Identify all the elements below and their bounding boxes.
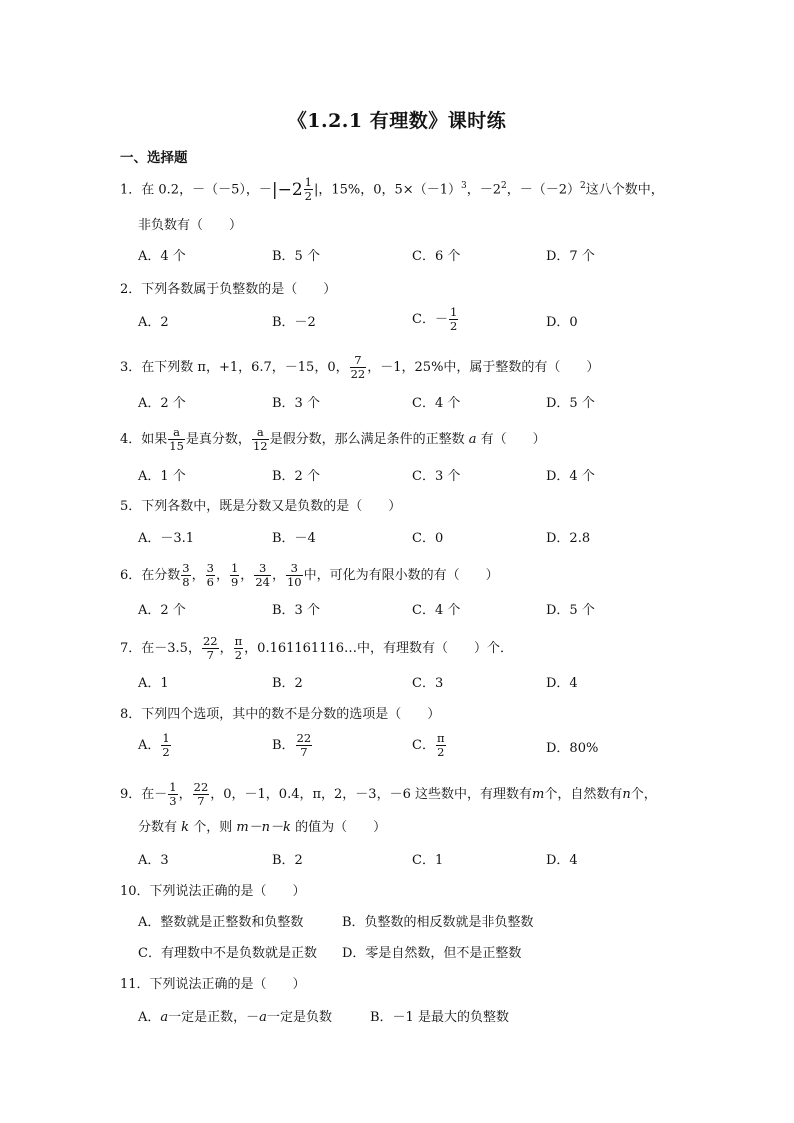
fraction: $\frac{22}{7}$ [202, 634, 218, 662]
q8-option-b[interactable]: B． $\frac{22}{7}$ [272, 731, 312, 759]
question-9-stem-line2: 分数有 k 个，则 m－n－k 的值为（ ） [138, 820, 387, 835]
page-title: 《1.2.1 有理数》课时练 [287, 110, 507, 132]
q10-option-a[interactable]: A．整数就是正整数和负整数 [138, 915, 304, 930]
fraction: $\frac{a}{12}$ [252, 425, 268, 453]
q2-option-d[interactable]: D．0 [546, 315, 578, 330]
fraction: $\frac{3}{6}$ [206, 561, 214, 589]
fraction: $\frac{a}{15}$ [169, 425, 184, 453]
q4-option-d[interactable]: D．4 个 [546, 469, 595, 484]
fraction: $\frac{3}{24}$ [255, 561, 270, 589]
q7-option-d[interactable]: D．4 [546, 676, 578, 691]
q7-option-a[interactable]: A．1 [138, 676, 169, 691]
q5-option-a[interactable]: A．－3.1 [138, 531, 195, 546]
q5-option-b[interactable]: B．－4 [272, 531, 316, 546]
q5-option-d[interactable]: D．2.8 [546, 531, 591, 546]
fraction: $\frac{3}{8}$ [182, 561, 190, 589]
q2-option-a[interactable]: A．2 [138, 315, 169, 330]
question-2-stem: 2．下列各数属于负整数的是（ ） [120, 282, 337, 297]
question-5-stem: 5．下列各数中，既是分数又是负数的是（ ） [120, 499, 402, 514]
question-3-stem: 3．在下列数 π，+1，6.7，－15，0， $\frac{7}{22}$ ，－1，25%中，属于整数的有（ ） [120, 353, 600, 381]
fraction: $\frac{1}{2}$ [449, 305, 458, 333]
q3-option-d[interactable]: D．5 个 [546, 396, 595, 411]
q6-option-b[interactable]: B．3 个 [272, 603, 320, 618]
q10-option-b[interactable]: B．负整数的相反数就是非负整数 [342, 915, 534, 930]
fraction: $\frac{1}{9}$ [230, 561, 239, 589]
question-7-stem: 7．在－3.5， $\frac{22}{7}$ ， $\frac{\pi}{2}$ ，0.161161116…中，有理数有（ ）个． [120, 634, 514, 662]
q9-option-c[interactable]: C．1 [412, 853, 444, 868]
question-9-stem: 9．在－ $\frac{1}{3}$ ， $\frac{22}{7}$ ，0，－1，0.4，π，2，－3，－6 这些数中，有理数有m个，自然数有n个， [120, 780, 657, 808]
fraction: $\frac{1}{2}$ [162, 731, 170, 759]
q8-option-a[interactable]: A． $\frac{1}{2}$ [138, 731, 170, 759]
q1-option-b[interactable]: B．5 个 [272, 249, 320, 264]
q8-option-c[interactable]: C． $\frac{\pi}{2}$ [412, 731, 445, 759]
fraction: $\frac{\pi}{2}$ [234, 634, 243, 662]
q6-option-d[interactable]: D．5 个 [546, 603, 595, 618]
question-10-stem: 10．下列说法正确的是（ ） [120, 884, 306, 899]
q3-option-b[interactable]: B．3 个 [272, 396, 320, 411]
fraction: $\frac{1}{2}$ [304, 175, 312, 204]
q1-option-d[interactable]: D．7 个 [546, 249, 595, 264]
fraction: $\frac{22}{7}$ [296, 731, 312, 759]
question-8-stem: 8．下列四个选项，其中的数不是分数的选项是（ ） [120, 707, 441, 722]
question-1-stem: 1．在 0.2，－（－5），－|−2 $\frac{1}{2}$ |，15%，0，$5\times(-1)^3$，$-2^2$，$-(-2)^2$这八个数中， [120, 175, 664, 204]
q3-option-a[interactable]: A．2 个 [138, 396, 186, 411]
q10-option-d[interactable]: D．零是自然数，但不是正整数 [342, 946, 522, 961]
q4-option-c[interactable]: C．3 个 [412, 469, 461, 484]
q2-option-b[interactable]: B．－2 [272, 315, 316, 330]
q6-option-c[interactable]: C．4 个 [412, 603, 461, 618]
fraction: $\frac{\pi}{2}$ [436, 731, 445, 759]
q7-option-b[interactable]: B．2 [272, 676, 303, 691]
q8-option-d[interactable]: D．80% [546, 741, 599, 756]
section-heading: 一、选择题 [120, 150, 188, 166]
q9-option-b[interactable]: B．2 [272, 853, 303, 868]
q7-option-c[interactable]: C．3 [412, 676, 444, 691]
q11-option-a[interactable]: A．a一定是正数，－a一定是负数 [138, 1010, 332, 1025]
question-11-stem: 11．下列说法正确的是（ ） [120, 977, 306, 992]
q1-option-c[interactable]: C．6 个 [412, 249, 461, 264]
q3-option-c[interactable]: C．4 个 [412, 396, 461, 411]
q9-option-d[interactable]: D．4 [546, 853, 578, 868]
q2-option-c[interactable]: C．－ $\frac{1}{2}$ [412, 305, 458, 333]
fraction: $\frac{7}{22}$ [350, 353, 366, 381]
q10-option-c[interactable]: C．有理数中不是负数就是正数 [138, 946, 317, 961]
fraction: $\frac{22}{7}$ [193, 780, 209, 808]
q1-option-a[interactable]: A．4 个 [138, 249, 186, 264]
q9-option-a[interactable]: A．3 [138, 853, 169, 868]
q4-option-b[interactable]: B．2 个 [272, 469, 320, 484]
q4-option-a[interactable]: A．1 个 [138, 469, 186, 484]
q6-option-a[interactable]: A．2 个 [138, 603, 186, 618]
fraction: $\frac{1}{3}$ [169, 780, 177, 808]
q5-option-c[interactable]: C．0 [412, 531, 444, 546]
question-4-stem: 4．如果 $\frac{a}{15}$ 是真分数， $\frac{a}{12}$ 是假分数，那么满足条件的正整数 a 有（ ） [120, 425, 546, 453]
fraction: $\frac{3}{10}$ [286, 561, 302, 589]
question-1-stem-line2: 非负数有（ ） [138, 218, 243, 233]
question-6-stem: 6．在分数 $\frac{3}{8}$ ， $\frac{3}{6}$ ， $\frac{1}{9}$ ， $\frac{3}{24}$ ， $\frac{3}{10}$ 中，可化为有限小数的有（ ） [120, 561, 499, 589]
q11-option-b[interactable]: B．－1 是最大的负整数 [370, 1010, 509, 1025]
